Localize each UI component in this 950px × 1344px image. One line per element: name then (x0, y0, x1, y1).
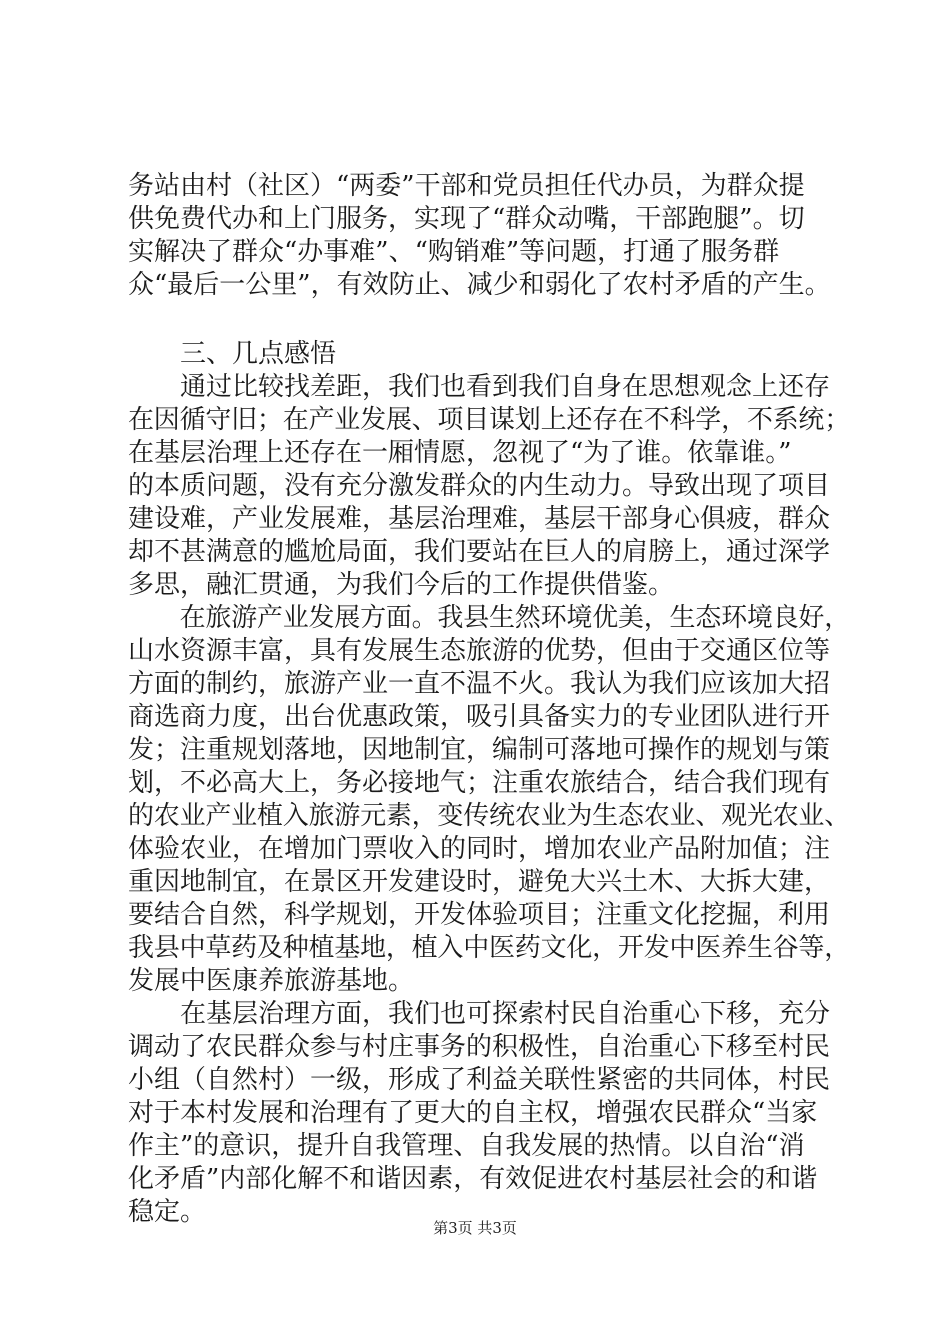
text-line: 的本质问题，没有充分激发群众的内生动力。导致出现了项目 (128, 471, 831, 501)
text-line: 却不甚满意的尴尬局面，我们要站在巨人的肩膀上，通过深学 (128, 537, 831, 567)
paragraph-service-station (128, 170, 850, 302)
page-footer: 第3页 共3页 (433, 1219, 517, 1237)
text-line: 众“最后一公里”，有效防止、减少和弱化了农村矛盾的产生。 (128, 270, 831, 300)
text-line: 化矛盾”内部化解不和谐因素，有效促进农村基层社会的和谐 (128, 1164, 818, 1194)
text-line: 发；注重规划落地，因地制宜，编制可落地可操作的规划与策 (128, 735, 831, 765)
text-line: 山水资源丰富，具有发展生态旅游的优势，但由于交通区位等 (128, 636, 831, 666)
text-line: 调动了农民群众参与村庄事务的积极性，自治重心下移至村民 (128, 1032, 831, 1062)
text-line: 实解决了群众“办事难”、“购销难”等问题，打通了服务群 (128, 237, 780, 267)
text-line: 多思，融汇贯通，为我们今后的工作提供借鉴。 (128, 570, 675, 600)
text-line: 小组（自然村）一级，形成了利益关联性紧密的共同体，村民 (128, 1065, 831, 1095)
text-line: 在基层治理方面，我们也可探索村民自治重心下移，充分 (128, 999, 831, 1029)
text-line: 重因地制宜，在景区开发建设时，避免大兴土木、大拆大建， (128, 867, 831, 897)
document-body (128, 170, 850, 1229)
text-line: 方面的制约，旅游产业一直不温不火。我认为我们应该加大招 (128, 669, 831, 699)
text-line: 务站由村（社区）“两委”干部和党员担任代办员，为群众提 (128, 171, 805, 201)
text-line: 划，不必高大上，务必接地气；注重农旅结合，结合我们现有 (128, 768, 831, 798)
text-line: 建设难，产业发展难，基层治理难，基层干部身心俱疲，群众 (128, 504, 831, 534)
text-line: 的农业产业植入旅游元素，变传统农业为生态农业、观光农业、 (128, 801, 851, 831)
text-line: 在因循守旧；在产业发展、项目谋划上还存在不科学，不系统； (128, 405, 851, 435)
text-line: 商选商力度，出台优惠政策，吸引具备实力的专业团队进行开 (128, 702, 831, 732)
text-line: 供免费代办和上门服务，实现了“群众动嘴，干部跑腿”。切 (128, 204, 805, 234)
text-line: 我县中草药及种植基地，植入中医药文化，开发中医养生谷等， (128, 933, 851, 963)
text-line: 稳定。 (128, 1197, 207, 1227)
text-line: 要结合自然，科学规划，开发体验项目；注重文化挖掘，利用 (128, 900, 831, 930)
paragraph-gap (128, 302, 850, 338)
text-line: 体验农业，在增加门票收入的同时，增加农业产品附加值；注 (128, 834, 831, 864)
section-reflections (128, 338, 850, 1229)
text-line: 在基层治理上还存在一厢情愿，忽视了“为了谁。依靠谁。” (128, 438, 792, 468)
text-line: 对于本村发展和治理有了更大的自主权，增强农民群众“当家 (128, 1098, 818, 1128)
text-line: 三、几点感悟 (128, 339, 337, 369)
text-line: 作主”的意识，提升自我管理、自我发展的热情。以自治“消 (128, 1131, 805, 1161)
text-line: 在旅游产业发展方面。我县生然环境优美，生态环境良好， (128, 603, 851, 633)
text-line: 通过比较找差距，我们也看到我们自身在思想观念上还存 (128, 372, 831, 402)
text-line: 发展中医康养旅游基地。 (128, 966, 415, 996)
